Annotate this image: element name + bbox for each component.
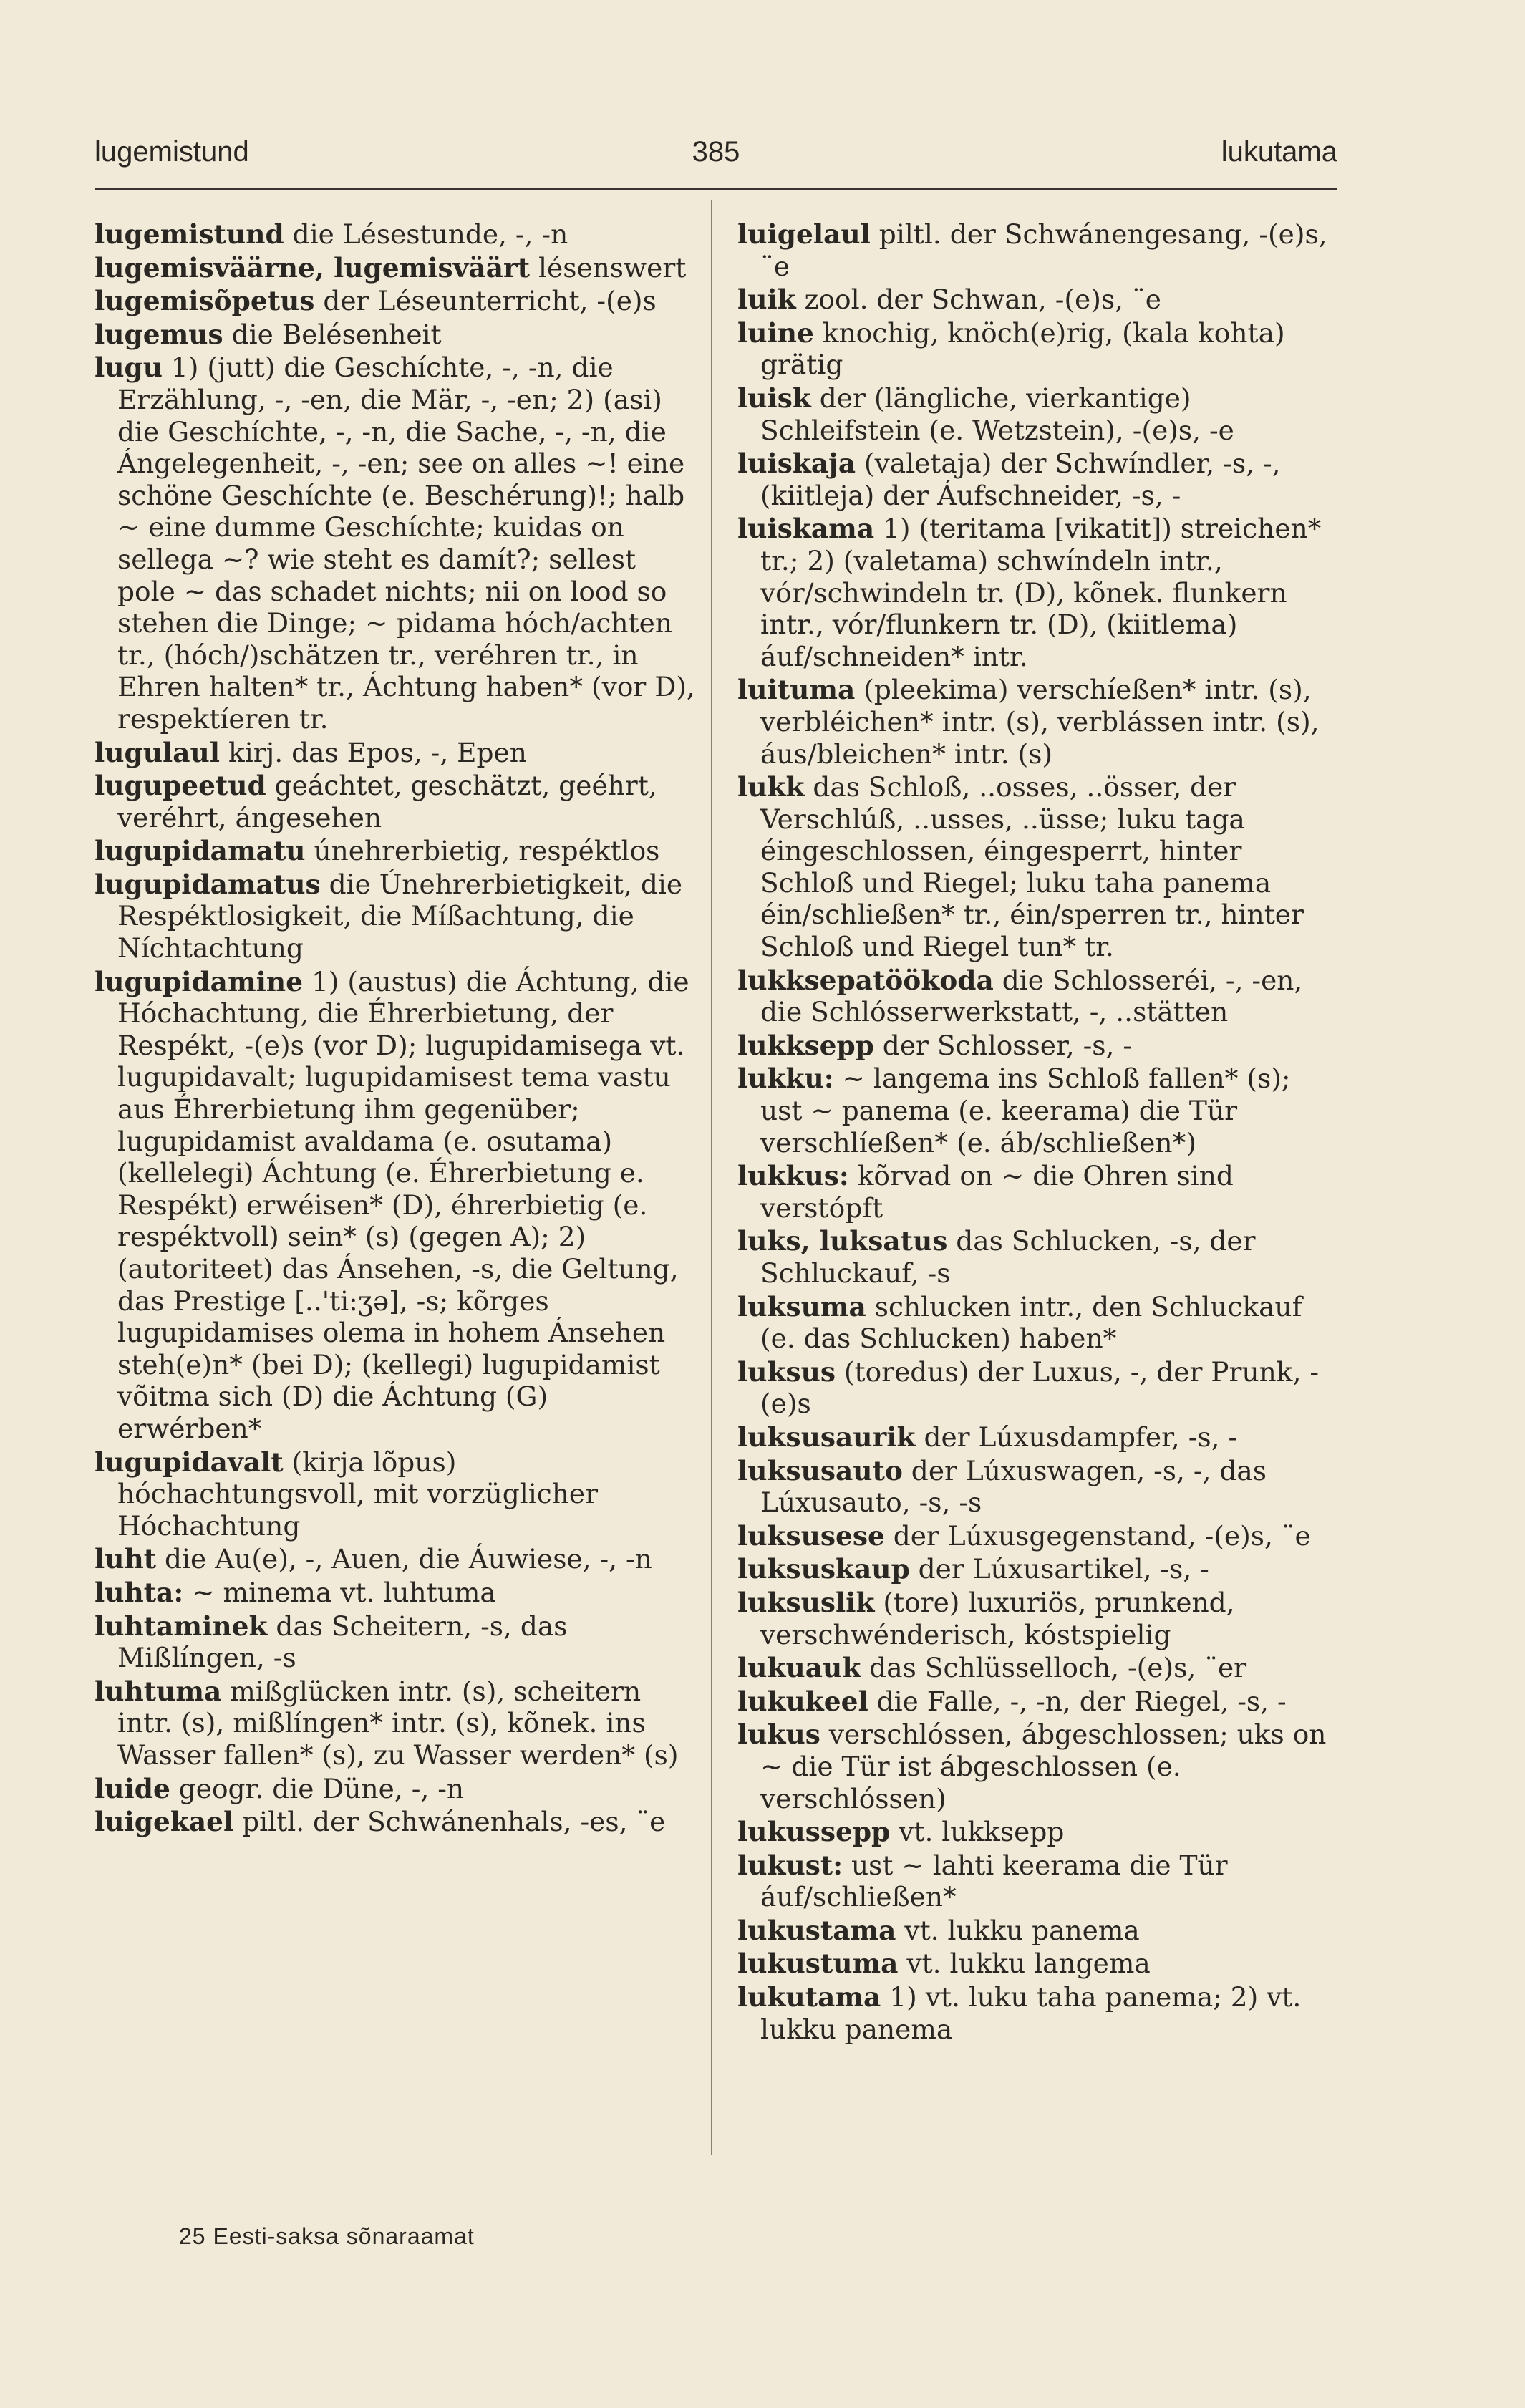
- dictionary-entry: [737, 1849, 1339, 1913]
- entry-definition: der Schlosser, -s, -: [873, 1029, 1133, 1061]
- dictionary-entry: [95, 869, 696, 964]
- entry-definition: der Lúxusdampfer, -s, -: [915, 1421, 1238, 1453]
- dictionary-entry: [95, 252, 696, 284]
- entry-headword: luiskama: [737, 513, 875, 545]
- entry-headword: lugemisväärne, lugemisväärt: [95, 251, 531, 284]
- dictionary-entry: [95, 352, 704, 735]
- left-column: [95, 218, 704, 1838]
- entry-headword: luksusese: [737, 1519, 885, 1552]
- dictionary-entry: [737, 1030, 1339, 1062]
- dictionary-entry: [737, 1455, 1339, 1519]
- entry-headword: lukkus:: [737, 1160, 849, 1192]
- dictionary-entry: [737, 1553, 1339, 1585]
- dictionary-entry: [737, 1718, 1339, 1814]
- entry-definition: das Scheitern, -s, das Mißlíngen, -s: [117, 1610, 576, 1674]
- dictionary-entry: [95, 966, 696, 1445]
- entry-headword: lugemisõpetus: [95, 285, 315, 317]
- entry-headword: lugemistund: [95, 218, 284, 250]
- entry-definition: únehrerbietig, respéktlos: [305, 835, 660, 867]
- dictionary-entry: [95, 1676, 696, 1771]
- entry-definition: verschlóssen, ábgeschlossen; uks on ~ die Tür ist ábgeschlossen (e. verschlóssen): [760, 1718, 1335, 1814]
- entry-definition: der Lúxuswagen, -s, -, das Lúxusauto, -s, -s: [760, 1454, 1275, 1519]
- entry-definition: vt. lukksepp: [890, 1816, 1065, 1848]
- entry-headword: lukuauk: [737, 1652, 861, 1684]
- dictionary-entry: [95, 319, 696, 351]
- entry-definition: der Lúxusartikel, -s, -: [909, 1553, 1209, 1585]
- entry-definition: schlucken intr., den Schluckauf (e. das Schlucken) haben*: [760, 1290, 1311, 1355]
- footer-signature: 25 Eesti-saksa sõnaraamat: [179, 2223, 475, 2249]
- dictionary-entry: [95, 1610, 696, 1674]
- entry-headword: lugupidavalt: [95, 1446, 284, 1478]
- entry-definition: der Léseunterricht, -(e)s: [314, 285, 657, 317]
- entry-headword: luisk: [737, 382, 811, 414]
- entry-headword: lukutama: [737, 1981, 881, 2013]
- entry-definition: ~ langema ins Schloß fallen* (s); ust ~ panema (e. keerama) die Tür verschlíeßen* (e. áb/schließen*): [760, 1063, 1299, 1159]
- dictionary-entry: [737, 448, 1339, 511]
- entry-headword: lugupidamatus: [95, 868, 321, 900]
- entry-headword: luht: [95, 1543, 157, 1575]
- entry-definition: vt. lukku panema: [896, 1914, 1140, 1946]
- dictionary-entry: [737, 317, 1339, 381]
- dictionary-entry: [737, 771, 1339, 963]
- dictionary-entry: [737, 1981, 1339, 2045]
- entry-definition: der Lúxusgegenstand, -(e)s, ¨e: [884, 1519, 1311, 1552]
- entry-definition: piltl. der Schwánengesang, -(e)s, ¨e: [760, 218, 1336, 282]
- entry-definition: (kirja lõpus) hóchachtungsvoll, mit vorzüglicher Hóchachtung: [117, 1446, 606, 1542]
- entry-headword: lugupidamine: [95, 965, 304, 997]
- entry-headword: luksusauto: [737, 1454, 903, 1486]
- entry-definition: (toredus) der Luxus, -, der Prunk, -(e)s: [760, 1355, 1319, 1420]
- entry-headword: luigekael: [95, 1806, 234, 1838]
- dictionary-entry: [95, 770, 696, 833]
- entry-definition: ust ~ lahti keerama die Tür áuf/schließen*: [760, 1849, 1236, 1913]
- entry-definition: das Schloß, ..osses, ..össer, der Verschlúß, ..usses, ..üsse; luku taga éingeschlossen, éingesperrt, hinter Schloß und Riegel; luku taha panema éin/schließen* tr., éin/sperren tr., hinter Schloß und Riegel tun* tr.: [760, 771, 1312, 963]
- entry-definition: (tore) luxuriös, prunkend, verschwénderisch, kóstspielig: [760, 1586, 1244, 1650]
- dictionary-entry: [737, 1520, 1339, 1552]
- dictionary-entry: [95, 1577, 696, 1609]
- right-column: [737, 218, 1339, 2045]
- entry-headword: lukustuma: [737, 1948, 899, 1980]
- entry-definition: das Schlüsselloch, -(e)s, ¨er: [861, 1652, 1247, 1684]
- entry-headword: lukku:: [737, 1063, 834, 1095]
- entry-headword: luhtuma: [95, 1675, 222, 1707]
- entry-definition: vt. lukku langema: [898, 1948, 1151, 1980]
- entry-headword: lukk: [737, 771, 805, 803]
- dictionary-entry: [737, 1160, 1339, 1224]
- entry-headword: luhta:: [95, 1576, 184, 1608]
- dictionary-entry: [95, 737, 696, 769]
- entry-headword: luksuskaup: [737, 1553, 910, 1585]
- dictionary-entry: [737, 1421, 1339, 1454]
- entry-headword: luide: [95, 1772, 170, 1804]
- running-head-last-word: lukutama: [1221, 136, 1337, 168]
- entry-definition: das Schlucken, -s, der Schluckauf, -s: [760, 1225, 1264, 1289]
- dictionary-entry: [737, 1291, 1339, 1355]
- entry-headword: lugu: [95, 352, 163, 384]
- dictionary-entry: [737, 1686, 1339, 1718]
- dictionary-entry: [737, 513, 1339, 672]
- dictionary-entry: [737, 382, 1339, 446]
- entry-definition: piltl. der Schwánenhals, -es, ¨e: [233, 1806, 666, 1838]
- entry-headword: luine: [737, 316, 814, 349]
- dictionary-entry: [737, 1652, 1339, 1684]
- entry-headword: luksuma: [737, 1290, 866, 1323]
- dictionary-entry: [95, 218, 696, 251]
- dictionary-entry: [737, 218, 1339, 282]
- entry-headword: lukksepp: [737, 1029, 874, 1061]
- entry-definition: kõrvad on ~ die Ohren sind verstópft: [760, 1160, 1242, 1224]
- entry-definition: der (längliche, vierkantige) Schleifstein (e. Wetzstein), -(e)s, -e: [760, 382, 1234, 446]
- entry-definition: kirj. das Epos, -, Epen: [220, 736, 527, 768]
- entry-definition: die Lésestunde, -, -n: [284, 218, 568, 250]
- dictionary-entry: [737, 1356, 1339, 1420]
- dictionary-entry: [737, 284, 1339, 316]
- dictionary-entry: [737, 1063, 1339, 1159]
- entry-headword: lugupeetud: [95, 770, 266, 802]
- entry-headword: lukust:: [737, 1849, 843, 1881]
- entry-definition: zool. der Schwan, -(e)s, ¨e: [795, 284, 1161, 316]
- dictionary-entry: [95, 1773, 696, 1805]
- entry-definition: die Falle, -, -n, der Riegel, -s, -: [868, 1685, 1287, 1717]
- dictionary-entry: [95, 1806, 696, 1838]
- entry-headword: lukksepatöökoda: [737, 964, 994, 996]
- entry-definition: die Únehrerbietigkeit, die Respéktlosigkeit, die Míßachtung, die Níchtachtung: [117, 868, 692, 964]
- entry-headword: luksuslik: [737, 1586, 875, 1618]
- dictionary-entry: [95, 1446, 696, 1542]
- entry-headword: lukukeel: [737, 1685, 868, 1717]
- header-rule: [95, 188, 1337, 190]
- entry-headword: luks, luksatus: [737, 1225, 948, 1257]
- entry-headword: luiskaja: [737, 448, 856, 480]
- entry-definition: die Belésenheit: [223, 318, 442, 350]
- entry-headword: luigelaul: [737, 218, 871, 250]
- entry-definition: 1) (austus) die Áchtung, die Hóchachtung, die Éhrerbietung, der Respékt, -(e)s (vor D); lugupidamisega vt. lugupidavalt; lugupidamisest tema vastu aus Éhrerbietung ihm gegenüber; lugupidamist avaldama (e. osutama) (kellelegi) Áchtung (e. Éhrerbietung e. Respékt) erwéisen* (D), éhrerbietig (e. respéktvoll) sein* (s) (gegen A); 2) (autoriteet) das Ánsehen, -s, die Geltung, das Prestige [..'ti:ʒə], -s; kõrges lugupidamises olema in hohem Ánsehen steh(e)n* (bei D); (kellegi) lugupidamist võitma sich (D) die Áchtung (G) erwérben*: [117, 965, 698, 1444]
- entry-definition: (valetaja) der Schwíndler, -s, -, (kiitleja) der Áufschneider, -s, -: [760, 448, 1289, 511]
- entry-definition: knochig, knöch(e)rig, (kala kohta) grätig: [760, 316, 1294, 381]
- entry-definition: geogr. die Düne, -, -n: [170, 1772, 465, 1804]
- entry-headword: lukussepp: [737, 1816, 891, 1848]
- dictionary-entry: [95, 285, 696, 317]
- dictionary-entry: [737, 1587, 1339, 1650]
- entry-headword: lugemus: [95, 318, 223, 350]
- entry-definition: ~ minema vt. luhtuma: [183, 1576, 496, 1608]
- running-head: [95, 136, 1337, 179]
- entry-definition: 1) (jutt) die Geschíchte, -, -n, die Erzählung, -, -en, die Mär, -, -en; 2) (asi) die Geschíchte, -, -n, die Sache, -, -n, die Ángelegenheit, -, -en; see on alles ~! eine schöne Geschíchte (e. Beschérung)!; halb ~ eine dumme Geschíchte; kuidas on sellega ~? wie steht es damít?; sellest pole ~ das schadet nichts; nii on lood so stehen die Dinge; ~ pidama hóch/achten tr., (hóch/)schätzen tr., veréhren tr., in Ehren halten* tr., Áchtung haben* (vor D), respektíeren tr.: [117, 352, 704, 735]
- entry-headword: luhtaminek: [95, 1610, 268, 1642]
- dictionary-entry: [737, 1225, 1339, 1289]
- entry-headword: lugulaul: [95, 736, 221, 768]
- dictionary-entry: [737, 1915, 1339, 1947]
- dictionary-entry: [95, 1543, 696, 1575]
- column-divider: [711, 200, 712, 2155]
- entry-headword: luksusaurik: [737, 1421, 916, 1453]
- dictionary-entry: [95, 835, 696, 867]
- entry-definition: die Au(e), -, Auen, die Áuwiese, -, -n: [156, 1543, 652, 1575]
- dictionary-entry: [737, 1816, 1339, 1848]
- entry-headword: lukus: [737, 1718, 820, 1751]
- entry-headword: lukustama: [737, 1914, 896, 1946]
- running-head-first-word: lugemistund: [95, 136, 249, 168]
- dictionary-entry: [737, 964, 1339, 1028]
- entry-definition: 1) (teritama [vikatit]) streichen* tr.; 2) (valetama) schwíndeln intr., vór/schwindeln tr. (D), kõnek. flunkern intr., vór/flunkern tr. (D), (kiitlema) áuf/schneiden* intr.: [760, 513, 1330, 672]
- entry-definition: die Schlosseréi, -, -en, die Schlósserwerkstatt, -, ..stätten: [760, 964, 1312, 1028]
- entry-headword: luituma: [737, 674, 856, 706]
- entry-definition: mißglücken intr. (s), scheitern intr. (s), mißlíngen* intr. (s), kõnek. ins Wasser fallen* (s), zu Wasser werden* (s): [117, 1675, 679, 1771]
- dictionary-entry: [737, 1948, 1339, 1980]
- dictionary-entry: [737, 674, 1339, 770]
- entry-headword: lugupidamatu: [95, 835, 306, 867]
- entry-definition: 1) vt. luku taha panema; 2) vt. lukku panema: [760, 1981, 1310, 2045]
- entry-headword: luik: [737, 284, 796, 316]
- entry-headword: luksus: [737, 1355, 836, 1388]
- page-number: 385: [692, 136, 740, 168]
- entry-definition: geáchtet, geschätzt, geéhrt, veréhrt, ángesehen: [117, 770, 666, 833]
- entry-definition: lésenswert: [530, 251, 687, 284]
- entry-definition: (pleekima) verschíeßen* intr. (s), verbléichen* intr. (s), verblássen intr. (s), áus/bleichen* intr. (s): [760, 674, 1328, 770]
